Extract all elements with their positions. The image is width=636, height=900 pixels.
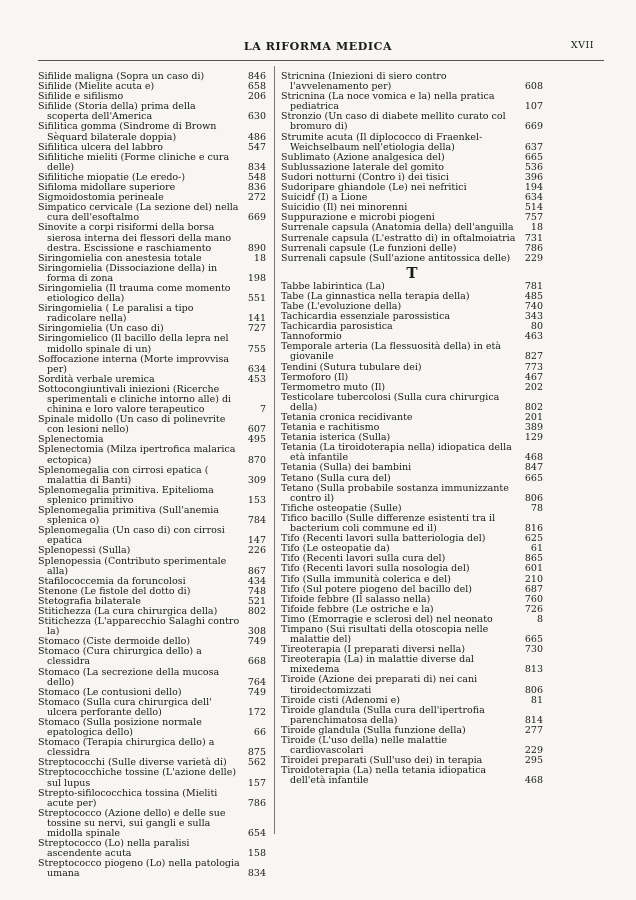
section-letter-t: T (406, 263, 418, 282)
index-entry (38, 698, 266, 718)
entry-text: Sifilide (Mielite acuta e) (38, 81, 155, 93)
entry-text: Tiroidoterapia (La) nella tetania idiopatica dell'età infantile (281, 765, 487, 787)
entry-text: Termometro muto (Il) (281, 381, 386, 393)
index-entry (38, 334, 266, 354)
entry-text: Stricnina (Iniezioni di siero contro l'avvelenamento per) (281, 71, 447, 93)
entry-page-number: 514 (524, 202, 543, 214)
entry-text: Sottocongiuntivali iniezioni (Ricerche sperimentali e cliniche intorno alle) di chinina e loro valore terapeutico (38, 383, 232, 416)
entry-text: Stafilococcemia da foruncolosi (38, 575, 186, 587)
entry-page-number: 61 (530, 543, 543, 555)
entry-text: Tifoide febbre (Le ostriche e la) (281, 603, 434, 615)
entry-text: Stomaco (Ciste dermoide dello) (38, 636, 191, 648)
entry-page-number: 80 (530, 321, 543, 333)
entry-page-number: 18 (530, 222, 543, 234)
entry-text: Sordità verbale uremica (38, 373, 155, 385)
right-column (281, 72, 543, 786)
entry-text: Siringomielia (Dissociazione della) in forma di zona (38, 262, 218, 284)
entry-page-number: 836 (247, 182, 266, 194)
entry-text: Splenectomia (Milza ipertrofica malarica ectopica) (38, 444, 236, 466)
entry-text: Streptococco piogeno (Lo) nella patologia umana (38, 858, 240, 880)
entry-page-number: 66 (253, 727, 266, 739)
entry-page-number: 875 (247, 747, 266, 759)
index-entry (281, 625, 543, 645)
entry-text: Tifo (Recenti lavori sulla cura del) (281, 553, 446, 565)
entry-text: Splenomegalia primitiva (Sull'anemia splenica o) (38, 505, 219, 527)
entry-text: Tifo (Sul potere piogeno del bacillo del) (281, 583, 472, 595)
entry-page-number: 867 (247, 565, 266, 577)
entry-text: Siringomielia con anestesia totale (38, 252, 202, 264)
entry-page-number: 467 (524, 371, 543, 383)
entry-page-number: 78 (530, 502, 543, 514)
index-entry (281, 342, 543, 362)
entry-page-number: 846 (247, 71, 266, 82)
right-column-s-entries (281, 72, 543, 264)
entry-text: Stomaco (Sulla cura chirurgica dell' ulcera perforante dello) (38, 696, 212, 718)
entry-text: Splenopessia (Contributo sperimentale alla) (38, 555, 227, 577)
entry-page-number: 749 (247, 686, 266, 698)
entry-page-number: 634 (524, 192, 543, 204)
entry-page-number: 547 (247, 141, 266, 153)
entry-page-number: 726 (524, 603, 543, 615)
index-entry (281, 133, 543, 153)
index-entry (38, 102, 266, 122)
entry-text: Tiroide glandula (Sulla cura dell'ipertrofia parenchimatosa della) (281, 704, 485, 726)
entry-text: Surrenali capsule (Le funzioni delle) (281, 242, 457, 254)
right-column-t-entries (281, 282, 543, 787)
entry-page-number: 486 (247, 131, 266, 143)
index-entry (281, 393, 543, 413)
index-entry (38, 264, 266, 284)
entry-text: Tetano (Sulla cura del) (281, 472, 391, 484)
entry-page-number: 658 (247, 81, 266, 93)
entry-page-number: 81 (530, 694, 543, 706)
entry-page-number: 890 (247, 242, 266, 254)
entry-page-number: 551 (247, 293, 266, 305)
entry-page-number: 158 (247, 848, 266, 860)
entry-text: Sigmoidostomia perineale (38, 192, 164, 204)
entry-text: Surrenale capsula (L'estratto di) in oftalmoiatria (281, 232, 516, 244)
entry-text: Tiroide (Azione dei preparati di) nei cani tiroidectomizzati (281, 674, 478, 696)
index-entry (38, 617, 266, 637)
entry-page-number: 870 (247, 454, 266, 466)
entry-page-number: 153 (247, 494, 266, 506)
entry-page-number: 634 (247, 363, 266, 375)
entry-text: Stenone (Le fistole del dotto di) (38, 585, 191, 597)
entry-text: Tifoide febbre (Il salasso nella) (281, 593, 431, 605)
entry-text: Tiroidei preparati (Sull'uso dei) in terapia (281, 755, 483, 767)
entry-page-number: 806 (524, 684, 543, 696)
entry-text: Tabe (La ginnastica nella terapia della) (281, 290, 470, 302)
entry-text: Tifo (Le osteopatie da) (281, 543, 390, 555)
entry-text: Sifilide (Storia della) prima della scoperta dell'America (38, 101, 196, 123)
index-entry (38, 385, 266, 415)
index-entry (281, 484, 543, 504)
entry-text: Surrenali capsule (Sull'azione antitossica delle) (281, 252, 511, 264)
entry-text: Tifo (Recenti lavori sulla batteriologia del) (281, 533, 486, 545)
entry-page-number: 272 (247, 192, 266, 204)
index-entry (38, 546, 266, 556)
entry-text: Siringomielia (Un caso di) (38, 323, 164, 335)
entry-page-number: 625 (524, 533, 543, 545)
entry-page-number: 202 (524, 381, 543, 393)
entry-text: Splenectomia (38, 434, 104, 446)
entry-page-number: 343 (524, 311, 543, 323)
entry-page-number: 157 (247, 777, 266, 789)
entry-text: Surrenale capsula (Anatomia della) dell'anguilla (281, 222, 514, 234)
entry-text: Sinovite a corpi risiformi della borsa sierosa interna dei flessori della mano destra. Escissione e raschiamento (38, 222, 232, 254)
entry-page-number: 107 (524, 101, 543, 113)
index-entry (281, 112, 543, 132)
entry-text: Streptococchiche tossine (L'azione delle) sul lupus (38, 767, 237, 789)
entry-page-number: 834 (247, 161, 266, 173)
entry-page-number: 865 (524, 553, 543, 565)
entry-text: Sifiloma midollare superiore (38, 182, 176, 194)
entry-text: Tannoformio (281, 331, 342, 343)
entry-text: Streptococchi (Sulle diverse varietà di) (38, 757, 227, 769)
entry-text: Siringomielico (Il bacillo della lepra nel midollo spinale di un) (38, 333, 229, 355)
entry-text: Tetania (La tiroidoterapia nella) idiopatica della età infantile (281, 442, 512, 464)
entry-text: Splenopessi (Sulla) (38, 545, 131, 557)
index-entry (38, 153, 266, 173)
entry-page-number: 226 (247, 545, 266, 557)
entry-text: Sudoripare ghiandole (Le) nei nefritici (281, 182, 467, 194)
entry-text: Sifilitiche miopatie (Le eredo-) (38, 171, 186, 183)
entry-page-number: 814 (524, 714, 543, 726)
entry-page-number: 834 (247, 868, 266, 880)
entry-page-number: 784 (247, 515, 266, 527)
entry-page-number: 396 (524, 171, 543, 183)
index-entry (38, 284, 266, 304)
entry-text: Sudori notturni (Contro i) dei tisici (281, 171, 449, 183)
index-entry (38, 526, 266, 546)
index-entry (38, 738, 266, 758)
index-entry (281, 766, 543, 786)
entry-text: Streptococco (Lo) nella paralisi ascendente acuta (38, 838, 190, 860)
entry-text: Stitichezza (L'apparecchio Salaghi contro la) (38, 616, 240, 638)
entry-text: Tiroide glandula (Sulla funzione della) (281, 724, 466, 736)
index-entry (38, 647, 266, 667)
entry-text: Stricnina (La noce vomica e la) nella pratica pediatrica (281, 91, 495, 113)
entry-page-number: 802 (524, 401, 543, 413)
entry-text: Stitichezza (La cura chirurgica della) (38, 605, 218, 617)
entry-text: Splenomegalia con cirrosi epatica ( malattia di Banti) (38, 464, 209, 486)
index-entry (281, 675, 543, 695)
entry-text: Tiroide cisti (Adenomi e) (281, 694, 401, 706)
entry-page-number: 295 (524, 755, 543, 767)
entry-text: Stomaco (Sulla posizione normale epatologica dello) (38, 717, 202, 739)
entry-page-number: 201 (524, 412, 543, 423)
entry-page-number: 781 (524, 280, 543, 292)
entry-page-number: 141 (247, 313, 266, 325)
entry-page-number: 147 (247, 535, 266, 547)
entry-text: Stomaco (La secrezione della mucosa dello) (38, 666, 220, 688)
entry-text: Tifico bacillo (Sulle differenze esistenti tra il bacterium coli commune ed il) (281, 512, 496, 535)
entry-page-number: 764 (247, 676, 266, 688)
index-entry (38, 789, 266, 809)
entry-page-number: 198 (247, 272, 266, 284)
entry-page-number: 654 (247, 828, 266, 840)
entry-page-number: 740 (524, 300, 543, 312)
entry-page-number: 453 (247, 373, 266, 385)
entry-page-number: 637 (524, 141, 543, 153)
index-entry (38, 415, 266, 435)
entry-text: Splenomegalia (Un caso di) con cirrosi epatica (38, 525, 225, 547)
entry-page-number: 548 (247, 171, 266, 183)
entry-page-number: 630 (247, 111, 266, 123)
entry-page-number: 608 (524, 81, 543, 93)
page-header (0, 40, 636, 56)
left-column (38, 72, 266, 880)
entry-page-number: 665 (524, 151, 543, 163)
entry-page-number: 665 (524, 472, 543, 484)
index-entry (38, 506, 266, 526)
entry-page-number: 18 (253, 252, 266, 264)
entry-text: Strepto-sifilococchica tossina (Mieliti acute per) (38, 787, 218, 809)
entry-page-number: 731 (524, 232, 543, 244)
index-entry (38, 809, 266, 839)
entry-page-number: 757 (524, 212, 543, 224)
index-entry (38, 859, 266, 879)
entry-page-number: 669 (247, 212, 266, 224)
entry-text: Tetania (Sulla) dei bambini (281, 462, 412, 474)
entry-text: Stomaco (Terapia chirurgica dello) a clessidra (38, 737, 215, 759)
entry-page-number: 536 (524, 161, 543, 173)
entry-text: Stetografia bilaterale (38, 595, 141, 607)
entry-page-number: 687 (524, 583, 543, 595)
entry-text: Siringomielia (Il trauma come momento etiologico della) (38, 282, 231, 305)
index-entry (281, 706, 543, 726)
entry-page-number: 806 (524, 492, 543, 504)
entry-page-number: 7 (259, 404, 266, 416)
entry-text: Stomaco (Le contusioni dello) (38, 686, 182, 698)
entry-text: Timo (Emorragie e sclerosi del) nel neonato (281, 613, 493, 625)
entry-text: Sifilitica ulcera del labbro (38, 141, 164, 153)
entry-text: Tetano (Sulla probabile sostanza immunizzante contro il) (281, 482, 509, 504)
entry-text: Sublussazione laterale del gomito (281, 161, 444, 173)
index-entry (38, 466, 266, 486)
entry-text: Suppurazione e microbi piogeni (281, 212, 435, 224)
entry-page-number: 786 (524, 242, 543, 254)
index-entry (38, 668, 266, 688)
entry-page-number: 665 (524, 634, 543, 646)
entry-text: Soffocazione interna (Morte improvvisa per) (38, 353, 229, 375)
journal-title: LA RIFORMA MEDICA (243, 40, 393, 53)
entry-page-number: 601 (524, 563, 543, 575)
entry-text: Suicidf (I) a Lione (281, 192, 368, 204)
entry-text: Streptococco (Azione dello) e delle sue tossine su nervi, sui gangli e sulla midolla spinale (38, 807, 226, 840)
entry-page-number: 468 (524, 775, 543, 787)
entry-page-number: 730 (524, 644, 543, 656)
entry-text: Tireoterapia (I preparati diversi nella) (281, 644, 466, 656)
entry-text: Timpano (Sui risultati della otoscopia nelle malattie del) (281, 623, 489, 646)
index-entry (38, 445, 266, 465)
entry-page-number: 172 (247, 706, 266, 718)
entry-text: Sifilitica gomma (Sindrome di Brown Sèquard bilaterale doppia) (38, 121, 217, 143)
entry-text: Tetania cronica recidivante (281, 412, 413, 423)
index-entry (38, 122, 266, 142)
entry-page-number: 309 (247, 474, 266, 486)
entry-page-number: 206 (247, 91, 266, 103)
entry-page-number: 816 (524, 523, 543, 535)
entry-page-number: 669 (524, 121, 543, 133)
entry-text: Temporale arteria (La flessuosità della) in età giovanile (281, 341, 501, 363)
entry-page-number: 748 (247, 585, 266, 597)
entry-page-number: 760 (524, 593, 543, 605)
header-rule (38, 60, 604, 61)
entry-page-number: 495 (247, 434, 266, 446)
entry-page-number: 813 (524, 664, 543, 676)
entry-text: Tendini (Sutura tubulare dei) (281, 361, 422, 373)
entry-page-number: 827 (524, 351, 543, 363)
index-entry (38, 557, 266, 577)
page-number: XVII (570, 40, 594, 51)
entry-page-number: 786 (247, 797, 266, 809)
entry-page-number: 607 (247, 424, 266, 436)
index-entry (281, 655, 543, 675)
entry-page-number: 210 (524, 573, 543, 585)
entry-text: Tachicardia essenziale parossistica (281, 311, 451, 323)
index-entry (281, 254, 543, 264)
entry-text: Termoforo (Il) (281, 371, 349, 383)
entry-page-number: 463 (524, 331, 543, 343)
column-divider (274, 66, 275, 834)
entry-text: Siringomielia ( Le paralisi a tipo radicolare nella) (38, 303, 194, 325)
entry-page-number: 229 (524, 745, 543, 757)
entry-page-number: 727 (247, 323, 266, 335)
index-entry (38, 223, 266, 253)
entry-text: Tachicardia parosistica (281, 321, 393, 333)
entry-text: Suicidio (Il) nei minorenni (281, 202, 408, 214)
index-entry (281, 72, 543, 92)
entry-page-number: 194 (524, 182, 543, 194)
entry-text: Tabbe labirintica (La) (281, 280, 385, 292)
index-entry (38, 718, 266, 738)
entry-text: Simpatico cervicale (La sezione del) nella cura dell'esoftalmo (38, 202, 239, 224)
entry-text: Sifilide maligna (Sopra un caso di) (38, 71, 205, 82)
index-entry (38, 355, 266, 375)
entry-text: Tetania isterica (Sulla) (281, 432, 391, 444)
entry-text: Strumite acuta (Il diplococco di Fraenkel-Weichselbaum nell'etiologia della) (281, 131, 483, 153)
entry-text: Stomaco (Cura chirurgica dello) a clessidra (38, 646, 202, 668)
entry-page-number: 847 (524, 462, 543, 474)
entry-page-number: 749 (247, 636, 266, 648)
index-entry (281, 564, 543, 574)
index-entry (38, 304, 266, 324)
entry-page-number: 8 (536, 613, 543, 625)
entry-page-number: 802 (247, 605, 266, 617)
entry-page-number: 129 (524, 432, 543, 444)
entry-text: Tireoterapia (La) in malattie diverse dal mixedema (281, 654, 474, 676)
entry-page-number: 277 (524, 724, 543, 736)
entry-page-number: 389 (524, 422, 543, 434)
entry-page-number: 668 (247, 656, 266, 668)
index-entry (281, 223, 543, 233)
index-entry (281, 92, 543, 112)
entry-text: Tetania e rachitismo (281, 422, 380, 434)
index-entry (38, 203, 266, 223)
entry-page-number: 562 (247, 757, 266, 769)
entry-page-number: 229 (524, 252, 543, 264)
entry-page-number: 521 (247, 595, 266, 607)
entry-text: Tifo (Sulla immunità colerica e del) (281, 573, 451, 585)
entry-page-number: 468 (524, 452, 543, 464)
index-entry (38, 839, 266, 859)
index-entry (281, 443, 543, 463)
index-entry (38, 768, 266, 788)
entry-text: Testicolare tubercolosi (Sulla cura chirurgica della) (281, 391, 500, 413)
entry-text: Tifo (Recenti lavori sulla nosologia del) (281, 563, 470, 575)
entry-page-number: 308 (247, 626, 266, 638)
entry-text: Splenomegalia primitiva. Epitelioma splenico primitivo (38, 484, 214, 506)
entry-text: Tiroide (L'uso della) nelle malattie cardiovascolari (281, 735, 448, 757)
entry-text: Spinale midollo (Un caso di polinevrite con lesioni nello) (38, 414, 226, 436)
entry-page-number: 773 (524, 361, 543, 373)
index-entry (281, 514, 543, 534)
entry-text: Stronzio (Un caso di diabete mellito curato col bromuro di) (281, 111, 506, 133)
entry-text: Sifilide e sifilismo (38, 91, 124, 103)
entry-page-number: 485 (524, 290, 543, 302)
entry-page-number: 755 (247, 343, 266, 355)
entry-text: Tabe (L'evoluzione della) (281, 300, 402, 312)
index-entry (281, 736, 543, 756)
entry-page-number: 434 (247, 575, 266, 587)
entry-text: Sifilitiche mieliti (Forme cliniche e cura delle) (38, 151, 230, 173)
entry-text: Sublimato (Azione analgesica del) (281, 151, 445, 163)
entry-text: Tifiche osteopatie (Sulle) (281, 502, 402, 514)
index-entry (38, 486, 266, 506)
